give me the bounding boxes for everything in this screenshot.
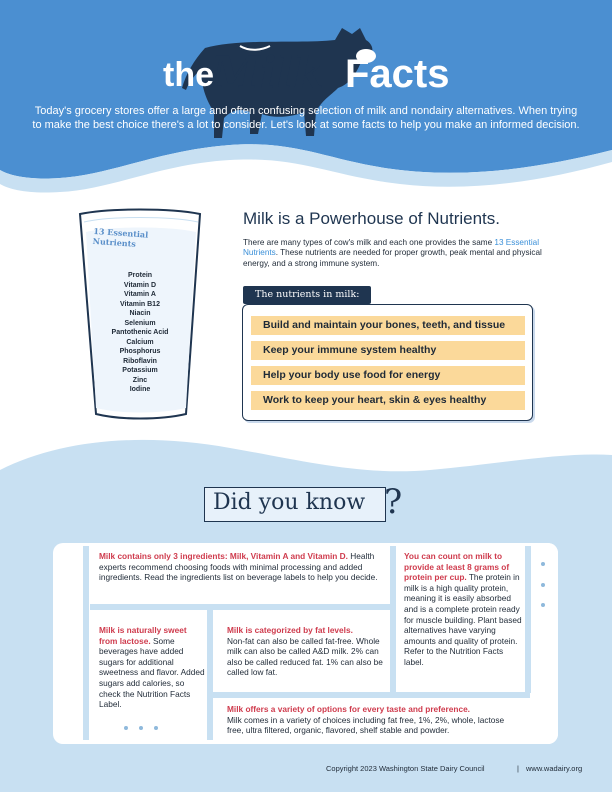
footer-separator: | — [517, 764, 519, 773]
title-milk: Milk — [211, 48, 324, 99]
fact-body: Some beverages have added sugars for additional sweetness and flavor. Added sugars add calories, so check the Nutrition Facts Label. — [99, 635, 205, 710]
fact-card-options — [227, 704, 523, 736]
nutrient-item: Zinc — [132, 376, 148, 384]
fact-heading: Milk contains only 3 ingredients: Milk, Vitamin A and Vitamin D. — [99, 551, 348, 561]
fact-body: Health experts recommend choosing foods with minimal processing and added ingredients. Read the ingredients list on beverage labels to help you decide. — [99, 551, 378, 583]
nutrient-item: Phosphorus — [119, 348, 161, 355]
fact-heading: You can count on milk to provide at least 8 grams of protein per cup. — [404, 551, 510, 583]
powerhouse-text-after: . These nutrients are needed for proper growth, peak mental and physical energy, and a strong immune system. — [243, 248, 542, 268]
fact-card-fat — [227, 625, 387, 678]
essential-nutrients-highlight: 13 Essential Nutrients — [243, 238, 540, 258]
fact-body: Non-fat can also be called fat-free. Whole milk can also be called A&D milk. 2% can also be called reduced fat. 1% can also be called low fat. — [227, 635, 383, 678]
fact-heading: Milk is categorized by fat levels. — [227, 625, 353, 635]
nutrient-item: Niacin — [129, 310, 151, 317]
nutrient-item: Protein — [127, 272, 153, 279]
nutrient-item: Iodine — [129, 386, 151, 393]
benefits-box — [242, 304, 533, 421]
nutrient-item: Vitamin A — [124, 291, 156, 298]
nutrient-item: Riboflavin — [123, 357, 157, 365]
title-the: the — [163, 56, 214, 94]
benefit-item: Help your body use food for energy — [251, 366, 525, 385]
nutrient-item: Calcium — [126, 338, 154, 346]
benefit-item: Keep your immune system healthy — [251, 341, 525, 360]
powerhouse-text-before: There are many types of cow's milk and each one provides the same — [243, 238, 495, 247]
fact-heading: Milk is naturally sweet from lactose. — [99, 625, 187, 646]
fact-body: Milk comes in a variety of choices including fat free, 1%, 2%, whole, lactose free, ultra filtered, organic, flavored, shelf stable and powder. — [227, 714, 505, 736]
nutrients-tab-label: The nutrients in milk: — [243, 286, 371, 304]
nutrient-list — [100, 271, 180, 395]
fact-card-ingredients — [99, 551, 387, 583]
website-link[interactable]: www.wadairy.org — [526, 764, 583, 773]
powerhouse-text — [243, 238, 553, 269]
benefit-item: Work to keep your heart, skin & eyes healthy — [251, 391, 525, 410]
benefit-item: Build and maintain your bones, teeth, and tissue — [251, 316, 525, 335]
fact-heading: Milk offers a variety of options for every taste and preference. — [227, 704, 470, 714]
fact-card-sweet — [99, 625, 205, 710]
page-title — [0, 48, 612, 98]
nutrient-item: Pantothenic Acid — [111, 329, 169, 336]
copyright-text: Copyright 2023 Washington State Dairy Council — [326, 764, 485, 773]
nutrient-item: Selenium — [124, 319, 156, 327]
nutrient-item: Vitamin B12 — [120, 300, 160, 308]
nutrient-item: Potassium — [122, 367, 158, 374]
nutrient-item: Vitamin D — [123, 281, 157, 289]
fact-card-protein — [404, 551, 522, 668]
powerhouse-title: Milk is a Powerhouse of Nutrients. — [243, 209, 500, 228]
did-you-know-title: Did you know — [213, 490, 366, 515]
intro-text: Today's grocery stores offer a large and often confusing selection of milk and nondairy alternatives. When trying to make the best choice there's a lot to consider. Let's look at some facts to help you make an informed decision. — [32, 105, 580, 131]
fact-body: The protein in milk is a high quality protein, meaning it is easily absorbed and is a complete protein ready for muscle building. Plant based alternatives have varying amounts and quality of protein. Refer to the Nutrition Facts label. — [404, 572, 522, 667]
glass-title: 13 Essential Nutrients — [92, 225, 149, 249]
title-facts: Facts — [345, 52, 450, 96]
question-mark-icon: ? — [384, 482, 403, 522]
